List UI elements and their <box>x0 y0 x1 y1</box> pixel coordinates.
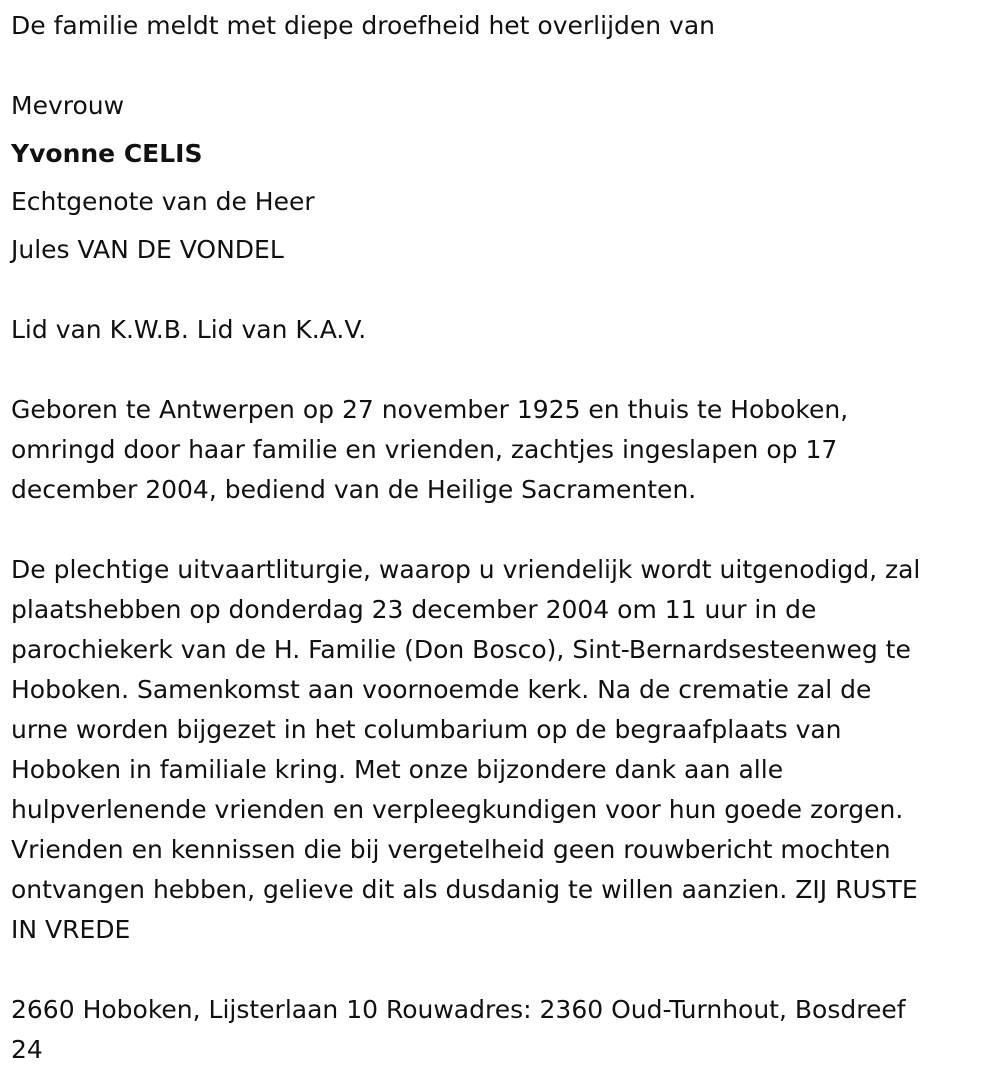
spacer <box>11 270 1000 310</box>
address-line: 24 <box>11 1035 43 1064</box>
funeral-line: De plechtige uitvaartliturgie, waarop u vriendelijk wordt uitgenodigd, zal <box>11 555 921 584</box>
salutation-line: Mevrouw <box>11 91 125 120</box>
deceased-name <box>11 134 986 174</box>
funeral-paragraph <box>11 550 986 950</box>
funeral-line: urne worden bijgezet in het columbarium op de begraafplaats van <box>11 715 842 744</box>
spacer <box>11 350 1000 390</box>
funeral-line: Hoboken in familiale kring. Met onze bijzondere dank aan alle <box>11 755 784 784</box>
birth-death-paragraph <box>11 390 986 510</box>
spacer <box>11 950 1000 990</box>
deceased-name-line: Yvonne CELIS <box>11 139 203 168</box>
funeral-line: hulpverlenende vrienden en verpleegkundigen voor hun goede zorgen. <box>11 795 904 824</box>
funeral-line: ontvangen hebben, gelieve dit als dusdanig te willen aanzien. ZIJ RUSTE <box>11 875 918 904</box>
funeral-line: IN VREDE <box>11 915 131 944</box>
memberships-text <box>11 310 986 350</box>
funeral-line: Hoboken. Samenkomst aan voornoemde kerk. Na de crematie zal de <box>11 675 872 704</box>
birth-death-line: omringd door haar familie en vrienden, zachtjes ingeslapen op 17 <box>11 435 838 464</box>
funeral-line: plaatshebben op donderdag 23 december 2004 om 11 uur in de <box>11 595 817 624</box>
birth-death-line: december 2004, bediend van de Heilige Sacramenten. <box>11 475 697 504</box>
funeral-line: Vrienden en kennissen die bij vergetelheid geen rouwbericht mochten <box>11 835 891 864</box>
salutation-text <box>11 86 986 126</box>
spacer <box>11 510 1000 550</box>
birth-death-line: Geboren te Antwerpen op 27 november 1925 en thuis te Hoboken, <box>11 395 849 424</box>
memberships-line: Lid van K.W.B. Lid van K.A.V. <box>11 315 367 344</box>
funeral-line: parochiekerk van de H. Familie (Don Bosco), Sint-Bernardsesteenweg te <box>11 635 911 664</box>
address-paragraph <box>11 990 986 1070</box>
spouse-label-line: Echtgenote van de Heer <box>11 187 315 216</box>
address-line: 2660 Hoboken, Lijsterlaan 10 Rouwadres: 2360 Oud-Turnhout, Bosdreef <box>11 995 906 1024</box>
spouse-name-line: Jules VAN DE VONDEL <box>11 235 284 264</box>
spouse-label <box>11 182 986 222</box>
intro-text <box>11 6 986 46</box>
intro-line: De familie meldt met diepe droefheid het overlijden van <box>11 11 716 40</box>
spacer <box>11 46 1000 86</box>
spouse-name <box>11 230 986 270</box>
